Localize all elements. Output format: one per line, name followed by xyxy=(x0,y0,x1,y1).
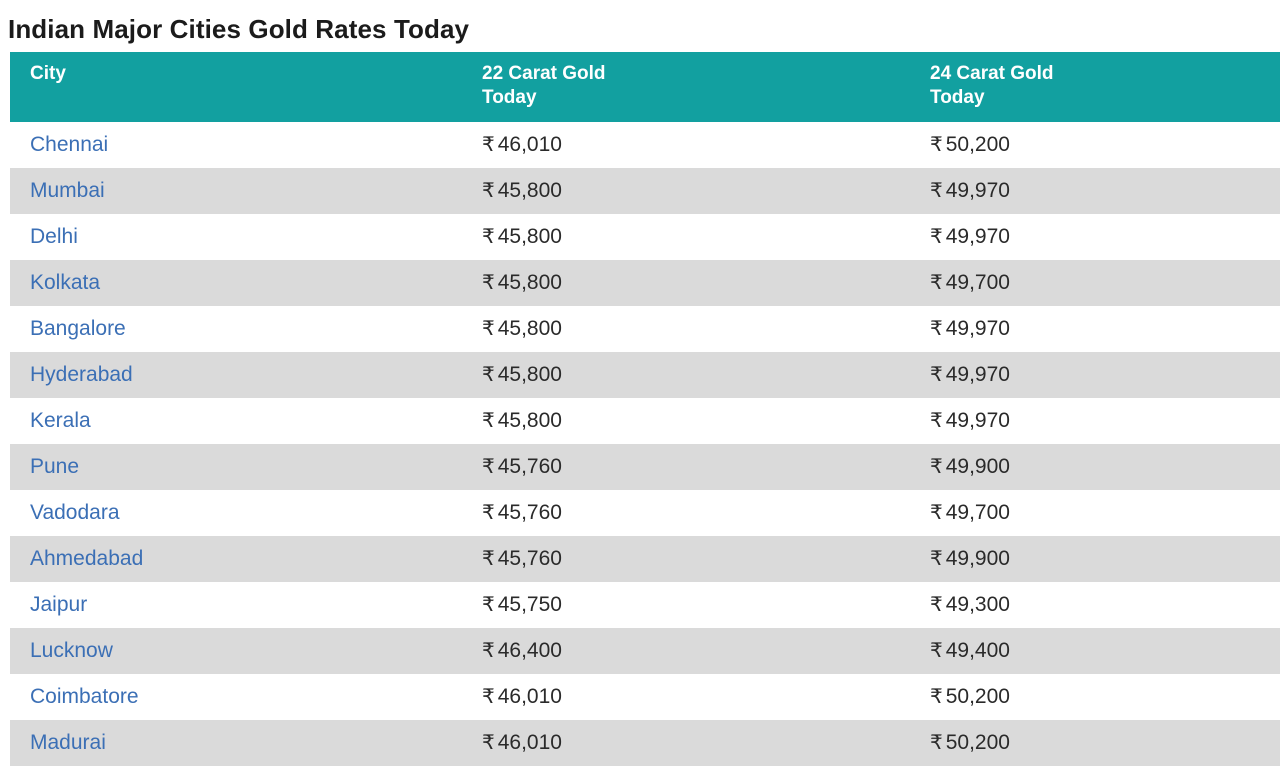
column-header-city xyxy=(10,52,462,122)
rate-24-carat xyxy=(910,674,1280,720)
rupee-symbol: ₹ xyxy=(930,640,943,662)
rate-24-carat-value: 50,200 xyxy=(945,685,1010,708)
table-header xyxy=(10,52,1280,122)
rate-22-carat-value: 46,010 xyxy=(497,133,562,156)
rupee-symbol: ₹ xyxy=(930,732,943,754)
rupee-symbol: ₹ xyxy=(482,318,495,340)
rupee-symbol: ₹ xyxy=(482,410,495,432)
rupee-symbol: ₹ xyxy=(930,410,943,432)
table-row xyxy=(10,628,1280,674)
rate-24-carat-value: 49,970 xyxy=(945,225,1010,248)
table-row xyxy=(10,122,1280,168)
rate-22-carat xyxy=(462,122,910,168)
rupee-symbol: ₹ xyxy=(482,272,495,294)
rate-22-carat xyxy=(462,306,910,352)
table-row xyxy=(10,674,1280,720)
rupee-symbol: ₹ xyxy=(930,456,943,478)
rate-22-carat-value: 45,760 xyxy=(497,547,562,570)
rupee-symbol: ₹ xyxy=(482,502,495,524)
rate-24-carat-value: 49,400 xyxy=(945,639,1010,662)
column-header-22-carat-line1: 22 Carat Gold xyxy=(482,63,606,84)
table-row xyxy=(10,306,1280,352)
rupee-symbol: ₹ xyxy=(930,686,943,708)
rupee-symbol: ₹ xyxy=(930,318,943,340)
rate-22-carat xyxy=(462,490,910,536)
rate-22-carat xyxy=(462,720,910,766)
table-row xyxy=(10,352,1280,398)
column-header-22-carat-line2: Today xyxy=(482,86,537,108)
rate-24-carat-value: 50,200 xyxy=(945,731,1010,754)
table-row xyxy=(10,398,1280,444)
table-row xyxy=(10,444,1280,490)
rate-24-carat-value: 49,700 xyxy=(945,271,1010,294)
rate-22-carat xyxy=(462,260,910,306)
rate-24-carat xyxy=(910,214,1280,260)
table-row xyxy=(10,260,1280,306)
city-link[interactable]: Mumbai xyxy=(30,178,105,202)
rate-24-carat-value: 50,200 xyxy=(945,133,1010,156)
rate-22-carat-value: 46,400 xyxy=(497,639,562,662)
gold-rates-table xyxy=(10,52,1280,766)
city-link[interactable]: Lucknow xyxy=(30,638,113,662)
rupee-symbol: ₹ xyxy=(482,640,495,662)
rate-24-carat-value: 49,300 xyxy=(945,593,1010,616)
city-link[interactable]: Delhi xyxy=(30,224,78,248)
rate-24-carat xyxy=(910,122,1280,168)
rupee-symbol: ₹ xyxy=(482,594,495,616)
rate-22-carat-value: 45,750 xyxy=(497,593,562,616)
rate-22-carat xyxy=(462,536,910,582)
table-body xyxy=(10,122,1280,766)
page-title: Indian Major Cities Gold Rates Today xyxy=(8,14,470,44)
city-link[interactable]: Coimbatore xyxy=(30,684,139,708)
rate-22-carat-value: 46,010 xyxy=(497,731,562,754)
rate-22-carat-value: 45,800 xyxy=(497,409,562,432)
rate-22-carat xyxy=(462,674,910,720)
rupee-symbol: ₹ xyxy=(482,226,495,248)
rupee-symbol: ₹ xyxy=(482,180,495,202)
city-link[interactable]: Bangalore xyxy=(30,316,126,340)
rate-24-carat xyxy=(910,306,1280,352)
rate-24-carat xyxy=(910,490,1280,536)
rupee-symbol: ₹ xyxy=(482,548,495,570)
column-header-24-carat-line1: 24 Carat Gold xyxy=(930,63,1054,84)
column-header-city-label: City xyxy=(30,63,66,84)
rupee-symbol: ₹ xyxy=(930,226,943,248)
city-link[interactable]: Vadodara xyxy=(30,500,120,524)
column-header-22-carat xyxy=(462,52,910,122)
rupee-symbol: ₹ xyxy=(930,548,943,570)
rupee-symbol: ₹ xyxy=(482,686,495,708)
table-row xyxy=(10,490,1280,536)
city-link[interactable]: Kerala xyxy=(30,408,91,432)
rate-22-carat xyxy=(462,352,910,398)
city-link[interactable]: Kolkata xyxy=(30,270,101,294)
rupee-symbol: ₹ xyxy=(930,134,943,156)
rate-24-carat xyxy=(910,444,1280,490)
rate-24-carat-value: 49,970 xyxy=(945,179,1010,202)
rate-24-carat xyxy=(910,168,1280,214)
rate-24-carat xyxy=(910,720,1280,766)
rate-22-carat-value: 45,800 xyxy=(497,179,562,202)
rate-24-carat xyxy=(910,398,1280,444)
rate-22-carat-value: 45,800 xyxy=(497,363,562,386)
table-row xyxy=(10,168,1280,214)
table-row xyxy=(10,720,1280,766)
rate-24-carat-value: 49,900 xyxy=(945,455,1010,478)
rupee-symbol: ₹ xyxy=(930,272,943,294)
rate-22-carat-value: 45,800 xyxy=(497,317,562,340)
rate-22-carat-value: 45,800 xyxy=(497,271,562,294)
rupee-symbol: ₹ xyxy=(930,180,943,202)
rate-24-carat-value: 49,900 xyxy=(945,547,1010,570)
city-link[interactable]: Hyderabad xyxy=(30,362,133,386)
table-header-row xyxy=(10,52,1280,122)
rate-22-carat xyxy=(462,444,910,490)
rate-24-carat-value: 49,970 xyxy=(945,363,1010,386)
rupee-symbol: ₹ xyxy=(482,134,495,156)
rate-22-carat xyxy=(462,582,910,628)
rupee-symbol: ₹ xyxy=(930,594,943,616)
rate-22-carat-value: 46,010 xyxy=(497,685,562,708)
rate-22-carat xyxy=(462,214,910,260)
rate-22-carat xyxy=(462,398,910,444)
rate-22-carat xyxy=(462,168,910,214)
rate-22-carat-value: 45,800 xyxy=(497,225,562,248)
table-row xyxy=(10,582,1280,628)
column-header-24-carat xyxy=(910,52,1280,122)
table-row xyxy=(10,214,1280,260)
rate-22-carat xyxy=(462,628,910,674)
rupee-symbol: ₹ xyxy=(482,364,495,386)
rate-22-carat-value: 45,760 xyxy=(497,455,562,478)
rate-22-carat-value: 45,760 xyxy=(497,501,562,524)
city-link[interactable]: Pune xyxy=(30,454,80,478)
rate-24-carat xyxy=(910,628,1280,674)
city-link[interactable]: Jaipur xyxy=(30,592,88,616)
rate-24-carat-value: 49,700 xyxy=(945,501,1010,524)
rupee-symbol: ₹ xyxy=(930,502,943,524)
city-link[interactable]: Ahmedabad xyxy=(30,546,144,570)
rate-24-carat xyxy=(910,260,1280,306)
column-header-24-carat-line2: Today xyxy=(930,86,985,108)
rate-24-carat-value: 49,970 xyxy=(945,317,1010,340)
city-link[interactable]: Madurai xyxy=(30,730,106,754)
city-link[interactable]: Chennai xyxy=(30,132,109,156)
rate-24-carat xyxy=(910,582,1280,628)
rupee-symbol: ₹ xyxy=(482,456,495,478)
rate-24-carat xyxy=(910,536,1280,582)
rupee-symbol: ₹ xyxy=(482,732,495,754)
rate-24-carat xyxy=(910,352,1280,398)
rate-24-carat-value: 49,970 xyxy=(945,409,1010,432)
table-row xyxy=(10,536,1280,582)
rupee-symbol: ₹ xyxy=(930,364,943,386)
